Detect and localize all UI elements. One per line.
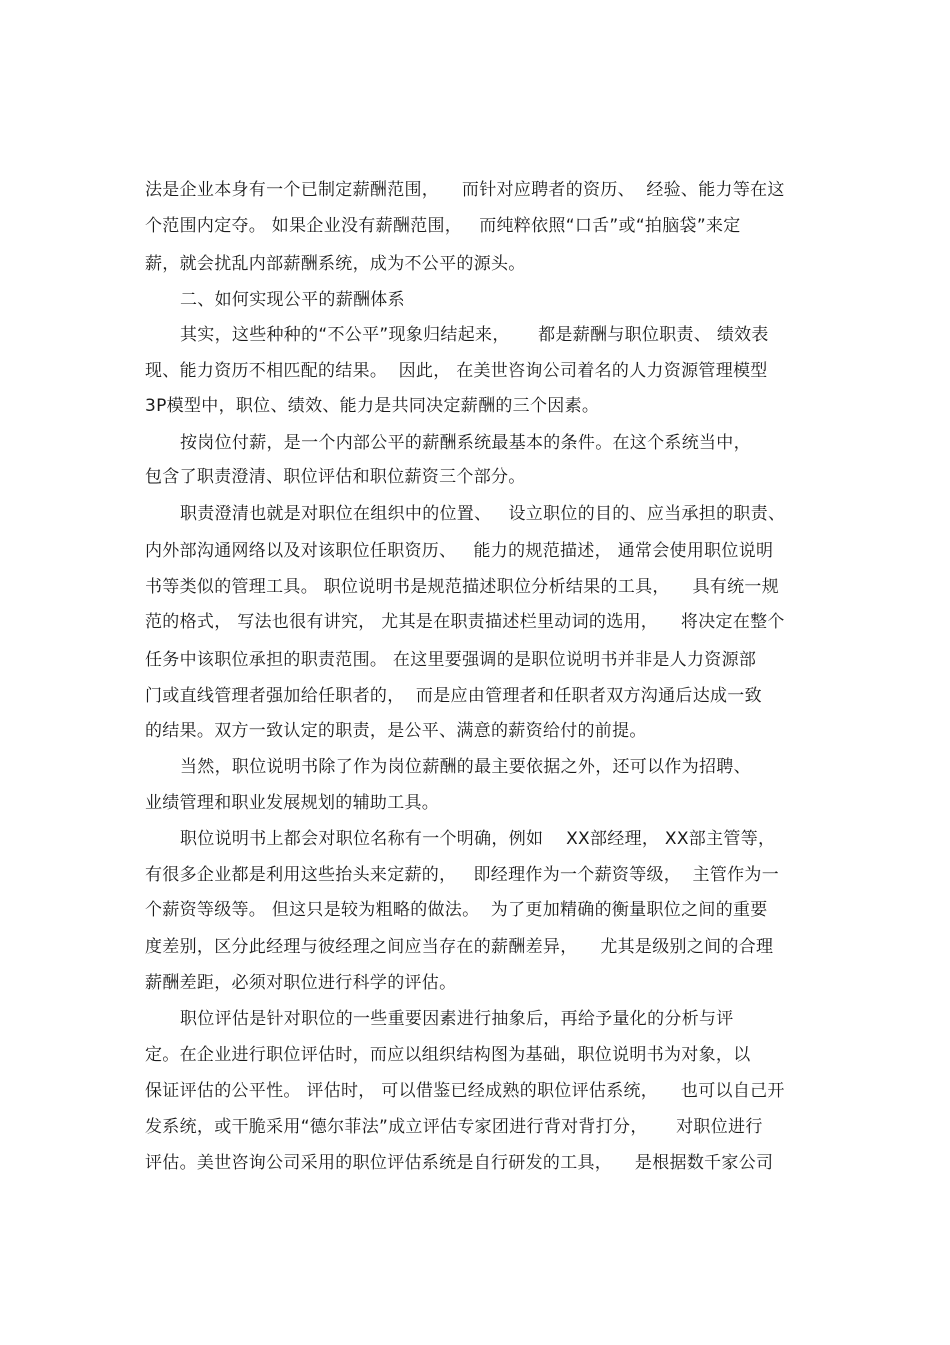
body-text-line: 包含了职责澄清、职位评估和职位薪资三个部分。 — [145, 467, 526, 487]
body-text-line: 的结果。双方一致认定的职责，是公平、满意的薪资给付的前提。 — [145, 721, 647, 741]
body-text-line: 薪，就会扰乱内部薪酬系统，成为不公平的源头。 — [145, 254, 526, 274]
body-text-line: 其实，这些种种的“不公平”现象归结起来， 都是薪酬与职位职责、 绩效表 — [180, 325, 769, 345]
body-text-line: 薪酬差距，必须对职位进行科学的评估。 — [145, 973, 457, 993]
body-text-line: 发系统，或干脆采用“德尔菲法”成立评估专家团进行背对背打分， 对职位进行 — [145, 1117, 763, 1137]
body-text-line: 保证评估的公平性。 评估时， 可以借鉴已经成熟的职位评估系统， 也可以自己开 — [145, 1081, 785, 1101]
body-text-line: 职位评估是针对职位的一些重要因素进行抽象后，再给予量化的分析与评 — [180, 1009, 734, 1029]
body-text-line: 职位说明书上都会对职位名称有一个明确，例如 XX部经理， XX部主管等， — [180, 829, 776, 849]
body-text-line: 定。在企业进行职位评估时，而应以组织结构图为基础，职位说明书为对象，以 — [145, 1045, 751, 1065]
body-text-line: 有很多企业都是利用这些抬头来定薪的， 即经理作为一个薪资等级， 主管作为一 — [145, 865, 780, 885]
body-text-line: 度差别，区分此经理与彼经理之间应当存在的薪酬差异， 尤其是级别之间的合理 — [145, 937, 774, 957]
body-text-line: 职责澄清也就是对职位在组织中的位置、 设立职位的目的、应当承担的职责、 — [180, 504, 786, 524]
body-text-line: 内外部沟通网络以及对该职位任职资历、 能力的规范描述， 通常会使用职位说明 — [145, 541, 774, 561]
body-text-line: 范的格式， 写法也很有讲究， 尤其是在职责描述栏里动词的选用， 将决定在整个 — [145, 612, 785, 632]
body-text-line: 个范围内定夺。 如果企业没有薪酬范围， 而纯粹依照“口舌”或“拍脑袋”来定 — [145, 216, 741, 236]
section-heading: 二、如何实现公平的薪酬体系 — [180, 290, 405, 310]
body-text-line: 现、能力资历不相匹配的结果。 因此， 在美世咨询公司着名的人力资源管理模型 — [145, 361, 768, 381]
body-text-line: 个薪资等级等。 但这只是较为粗略的做法。 为了更加精确的衡量职位之间的重要 — [145, 900, 768, 920]
body-text-line: 按岗位付薪，是一个内部公平的薪酬系统最基本的条件。在这个系统当中， — [180, 433, 751, 453]
body-text-line: 业绩管理和职业发展规划的辅助工具。 — [145, 793, 440, 813]
body-text-line: 评估。美世咨询公司采用的职位评估系统是自行研发的工具， 是根据数千家公司 — [145, 1153, 774, 1173]
body-text-line: 门或直线管理者强加给任职者的， 而是应由管理者和任职者双方沟通后达成一致 — [145, 686, 762, 706]
body-text-line: 法是企业本身有一个已制定薪酬范围， 而针对应聘者的资历、 经验、能力等在这 — [145, 180, 785, 200]
body-text-line: 任务中该职位承担的职责范围。 在这里要强调的是职位说明书并非是人力资源部 — [145, 650, 757, 670]
body-text-line: 3P模型中，职位、绩效、能力是共同决定薪酬的三个因素。 — [145, 396, 600, 416]
body-text-line: 书等类似的管理工具。 职位说明书是规范描述职位分析结果的工具， 具有统一规 — [145, 577, 780, 597]
body-text-line: 当然，职位说明书除了作为岗位薪酬的最主要依据之外，还可以作为招聘、 — [180, 757, 751, 777]
